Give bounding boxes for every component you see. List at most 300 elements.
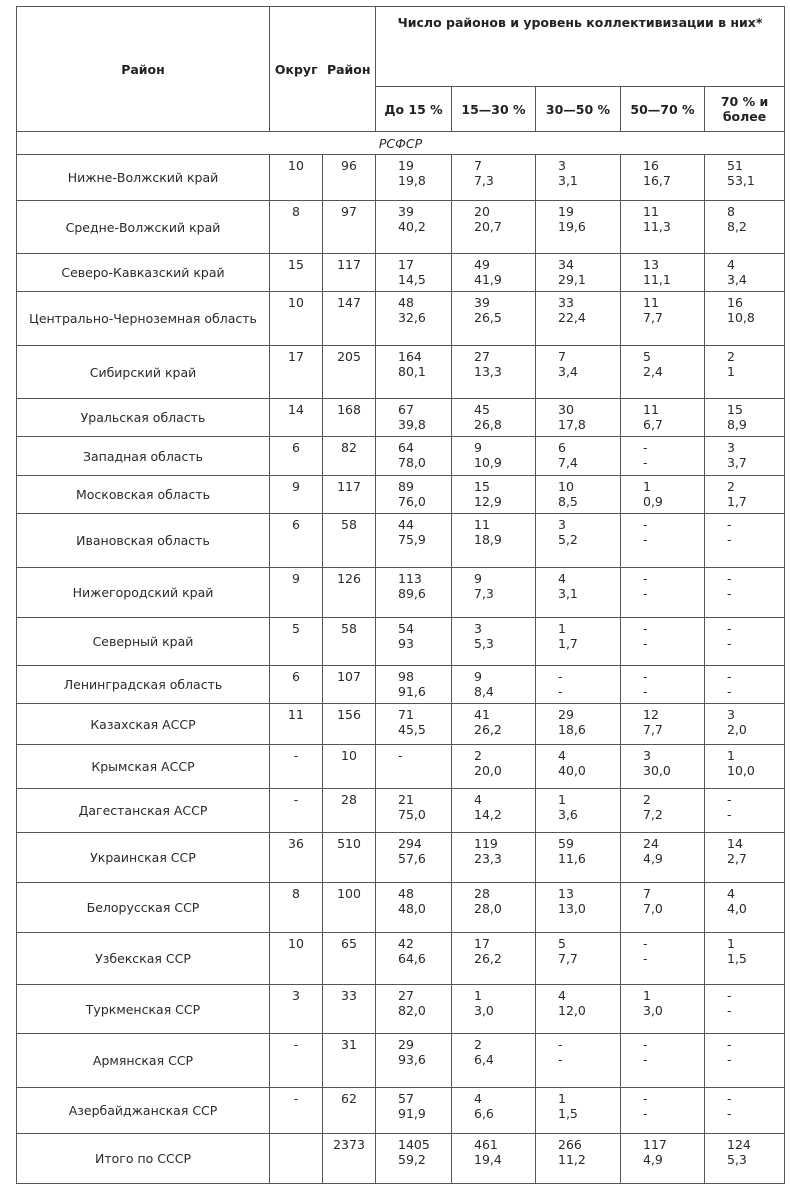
district-percent: 7,4 (558, 455, 578, 470)
region-name: Нижне-Волжский край (17, 155, 270, 201)
district-percent: 5,2 (558, 532, 578, 547)
district-percent: 7,3 (474, 586, 494, 601)
district-percent: 18,6 (558, 722, 586, 737)
district-count: - (643, 669, 648, 684)
band-cell (705, 346, 785, 399)
table-row (17, 833, 785, 883)
region-name: Дагестанская АССР (17, 789, 270, 833)
band-cell (376, 704, 452, 745)
table-row (17, 883, 785, 933)
district-count: 27 (398, 988, 414, 1003)
band-cell (376, 399, 452, 437)
band-cell (621, 201, 705, 254)
district-percent: 75,0 (398, 807, 426, 822)
district-percent: 11,6 (558, 851, 586, 866)
okrug-count (270, 1134, 323, 1184)
district-percent: 8,5 (558, 494, 578, 509)
rayon-count: 28 (323, 789, 376, 833)
region-name: Северный край (17, 618, 270, 666)
district-percent: 40,0 (558, 763, 586, 778)
rayon-count: 2373 (323, 1134, 376, 1184)
okrug-count: - (270, 1034, 323, 1088)
band-cell (376, 666, 452, 704)
band-cell (376, 883, 452, 933)
band-cell (536, 985, 621, 1034)
okrug-count: 10 (270, 933, 323, 985)
district-count: - (643, 440, 648, 455)
district-count: 1 (474, 988, 482, 1003)
district-percent: 45,5 (398, 722, 426, 737)
district-percent: 78,0 (398, 455, 426, 470)
okrug-count: 6 (270, 514, 323, 568)
rayon-count: 107 (323, 666, 376, 704)
band-cell (376, 833, 452, 883)
district-percent: - (727, 1003, 732, 1018)
district-percent: 0,9 (643, 494, 663, 509)
band-cell (452, 292, 536, 346)
district-percent: 91,6 (398, 684, 426, 699)
district-count: 1 (558, 621, 566, 636)
district-percent: 7,0 (643, 901, 663, 916)
header-band-3: 30—50 % (536, 87, 621, 132)
district-count: - (727, 792, 732, 807)
band-cell (376, 933, 452, 985)
district-count: 2 (643, 792, 651, 807)
district-count: 27 (474, 349, 490, 364)
district-percent: 93 (398, 636, 414, 651)
band-cell (452, 1088, 536, 1134)
district-count: 48 (398, 295, 414, 310)
region-name: Ленинградская область (17, 666, 270, 704)
band-cell (621, 789, 705, 833)
okrug-count: - (270, 1088, 323, 1134)
district-count: 13 (558, 886, 574, 901)
band-cell (621, 399, 705, 437)
district-percent: 6,6 (474, 1106, 494, 1121)
region-name: Казахская АССР (17, 704, 270, 745)
district-count: 57 (398, 1091, 414, 1106)
district-count: 3 (558, 158, 566, 173)
band-cell (536, 437, 621, 476)
district-count: - (643, 621, 648, 636)
district-count: 15 (474, 479, 490, 494)
district-count: 10 (558, 479, 574, 494)
district-percent: 2,0 (727, 722, 747, 737)
okrug-count: - (270, 745, 323, 789)
band-cell (705, 704, 785, 745)
okrug-count: 5 (270, 618, 323, 666)
okrug-count: 6 (270, 437, 323, 476)
district-percent: 14,5 (398, 272, 426, 287)
band-cell (376, 155, 452, 201)
district-count: 1405 (398, 1137, 430, 1152)
band-cell (536, 201, 621, 254)
table-row (17, 476, 785, 514)
district-percent: 40,2 (398, 219, 426, 234)
district-count: 12 (643, 707, 659, 722)
rayon-count: 156 (323, 704, 376, 745)
district-percent: 17,8 (558, 417, 586, 432)
district-count: 294 (398, 836, 422, 851)
district-count: 124 (727, 1137, 751, 1152)
band-cell (452, 476, 536, 514)
rayon-count: 126 (323, 568, 376, 618)
district-count: 2 (727, 349, 735, 364)
district-count: - (558, 1037, 563, 1052)
district-percent: 12,9 (474, 494, 502, 509)
band-cell (376, 568, 452, 618)
table-body (17, 132, 785, 1184)
district-percent: 53,1 (727, 173, 755, 188)
band-cell (452, 883, 536, 933)
header-region: Район (17, 7, 270, 132)
region-name: Нижегородский край (17, 568, 270, 618)
district-count: 7 (558, 349, 566, 364)
district-percent: 2,4 (643, 364, 663, 379)
header-band-5: 70 % и более (705, 87, 785, 132)
district-percent: - (643, 684, 648, 699)
district-count: 5 (643, 349, 651, 364)
band-cell (621, 933, 705, 985)
district-count: 39 (398, 204, 414, 219)
district-count: 29 (398, 1037, 414, 1052)
district-percent: 26,2 (474, 722, 502, 737)
district-count: 6 (558, 440, 566, 455)
okrug-count: - (270, 789, 323, 833)
header-band-1: До 15 % (376, 87, 452, 132)
district-percent: 10,9 (474, 455, 502, 470)
district-count: - (643, 571, 648, 586)
band-cell (705, 1088, 785, 1134)
district-percent: 76,0 (398, 494, 426, 509)
okrug-count: 15 (270, 254, 323, 292)
region-name: Ивановская область (17, 514, 270, 568)
district-percent: 48,0 (398, 901, 426, 916)
district-percent: 1,5 (558, 1106, 578, 1121)
district-count: 1 (558, 792, 566, 807)
district-percent: 28,0 (474, 901, 502, 916)
band-cell (536, 704, 621, 745)
band-cell (536, 833, 621, 883)
district-percent: 5,3 (474, 636, 494, 651)
district-percent: 11,3 (643, 219, 671, 234)
table-row (17, 568, 785, 618)
rayon-count: 117 (323, 476, 376, 514)
band-cell (705, 476, 785, 514)
okrug-count: 3 (270, 985, 323, 1034)
band-cell (621, 704, 705, 745)
district-count: 30 (558, 402, 574, 417)
district-count: - (643, 517, 648, 532)
band-cell (376, 1034, 452, 1088)
band-cell (452, 346, 536, 399)
rayon-count: 58 (323, 514, 376, 568)
header-band-2: 15—30 % (452, 87, 536, 132)
band-cell (621, 346, 705, 399)
rayon-count: 117 (323, 254, 376, 292)
district-percent: 80,1 (398, 364, 426, 379)
district-percent: 10,8 (727, 310, 755, 325)
rayon-count: 510 (323, 833, 376, 883)
district-percent: 20,7 (474, 219, 502, 234)
district-percent: 19,4 (474, 1152, 502, 1167)
district-percent: - (727, 636, 732, 651)
region-name: Крымская АССР (17, 745, 270, 789)
band-cell (621, 666, 705, 704)
region-name: Армянская ССР (17, 1034, 270, 1088)
district-count: - (643, 936, 648, 951)
district-percent: 26,5 (474, 310, 502, 325)
table-row (17, 933, 785, 985)
region-name: Западная область (17, 437, 270, 476)
district-count: 4 (474, 1091, 482, 1106)
district-count: 11 (643, 204, 659, 219)
district-count: 1 (643, 479, 651, 494)
band-cell (621, 292, 705, 346)
district-count: 2 (474, 1037, 482, 1052)
table-row (17, 437, 785, 476)
district-count: - (643, 1091, 648, 1106)
band-cell (621, 1034, 705, 1088)
band-cell (536, 1088, 621, 1134)
band-cell (621, 437, 705, 476)
table-row (17, 1134, 785, 1184)
okrug-count: 9 (270, 568, 323, 618)
band-cell (376, 618, 452, 666)
district-percent: - (727, 1052, 732, 1067)
district-count: 71 (398, 707, 414, 722)
band-cell (452, 155, 536, 201)
district-count: - (727, 669, 732, 684)
table-row (17, 399, 785, 437)
district-percent: 12,0 (558, 1003, 586, 1018)
rayon-count: 10 (323, 745, 376, 789)
band-cell (705, 789, 785, 833)
rayon-count: 58 (323, 618, 376, 666)
district-percent: - (727, 532, 732, 547)
district-percent: 93,6 (398, 1052, 426, 1067)
district-percent: 1 (727, 364, 735, 379)
district-percent: - (558, 1052, 563, 1067)
rayon-count: 147 (323, 292, 376, 346)
district-count: 119 (474, 836, 498, 851)
district-percent: 14,2 (474, 807, 502, 822)
band-cell (536, 789, 621, 833)
district-count: 64 (398, 440, 414, 455)
district-count: 164 (398, 349, 422, 364)
district-percent: - (727, 807, 732, 822)
district-percent: 7,3 (474, 173, 494, 188)
district-count: 67 (398, 402, 414, 417)
district-percent: 7,7 (643, 310, 663, 325)
band-cell (452, 933, 536, 985)
district-count: 3 (558, 517, 566, 532)
district-percent: 10,0 (727, 763, 755, 778)
district-percent: - (643, 636, 648, 651)
band-cell (621, 568, 705, 618)
district-count: 39 (474, 295, 490, 310)
district-count: 15 (727, 402, 743, 417)
district-percent: 5,3 (727, 1152, 747, 1167)
district-percent: - (727, 1106, 732, 1121)
district-count: 9 (474, 669, 482, 684)
district-percent: 3,4 (558, 364, 578, 379)
district-count: 1 (558, 1091, 566, 1106)
district-percent: 29,1 (558, 272, 586, 287)
rayon-count: 62 (323, 1088, 376, 1134)
district-count: 9 (474, 571, 482, 586)
band-cell (705, 1134, 785, 1184)
okrug-count: 17 (270, 346, 323, 399)
district-percent: 2,7 (727, 851, 747, 866)
band-cell (376, 985, 452, 1034)
district-count: 19 (398, 158, 414, 173)
rayon-count: 31 (323, 1034, 376, 1088)
okrug-count: 10 (270, 155, 323, 201)
district-percent: 3,6 (558, 807, 578, 822)
district-count: 98 (398, 669, 414, 684)
district-count: - (727, 517, 732, 532)
band-cell (376, 254, 452, 292)
district-count: 11 (643, 295, 659, 310)
region-name: Узбекская ССР (17, 933, 270, 985)
band-cell (705, 399, 785, 437)
district-count: 29 (558, 707, 574, 722)
rayon-count: 97 (323, 201, 376, 254)
district-count: 17 (474, 936, 490, 951)
band-cell (621, 985, 705, 1034)
band-cell (376, 201, 452, 254)
band-cell (376, 1088, 452, 1134)
header-group-title: Число районов и уровень коллективизации в них* (376, 7, 785, 87)
district-count: 51 (727, 158, 743, 173)
okrug-count: 11 (270, 704, 323, 745)
band-cell (536, 1134, 621, 1184)
district-count: 117 (643, 1137, 667, 1152)
district-percent: - (558, 684, 563, 699)
district-percent: 18,9 (474, 532, 502, 547)
district-count: 4 (558, 571, 566, 586)
okrug-count: 6 (270, 666, 323, 704)
table-row (17, 704, 785, 745)
okrug-count: 10 (270, 292, 323, 346)
district-count: 14 (727, 836, 743, 851)
district-count: 45 (474, 402, 490, 417)
band-cell (536, 292, 621, 346)
district-count: 266 (558, 1137, 582, 1152)
band-cell (621, 476, 705, 514)
district-percent: 4,0 (727, 901, 747, 916)
district-count: - (727, 988, 732, 1003)
band-cell (452, 568, 536, 618)
district-percent: 19,6 (558, 219, 586, 234)
district-percent: - (727, 586, 732, 601)
district-count: 20 (474, 204, 490, 219)
district-percent: 64,6 (398, 951, 426, 966)
band-cell (376, 437, 452, 476)
okrug-count: 14 (270, 399, 323, 437)
district-percent: 39,8 (398, 417, 426, 432)
district-count: 59 (558, 836, 574, 851)
band-cell (376, 745, 452, 789)
district-percent: - (643, 455, 648, 470)
band-cell (705, 883, 785, 933)
table-row (17, 254, 785, 292)
district-percent: 16,7 (643, 173, 671, 188)
band-cell (536, 254, 621, 292)
table-row (17, 514, 785, 568)
band-cell (376, 1134, 452, 1184)
district-percent: 8,4 (474, 684, 494, 699)
band-cell (536, 666, 621, 704)
district-percent: 89,6 (398, 586, 426, 601)
district-percent: - (643, 586, 648, 601)
section-label: РСФСР (17, 132, 785, 155)
district-count: 5 (558, 936, 566, 951)
district-count: 89 (398, 479, 414, 494)
district-count: 49 (474, 257, 490, 272)
header-rayon: Район (323, 7, 376, 132)
district-count: 17 (398, 257, 414, 272)
district-percent: 6,4 (474, 1052, 494, 1067)
district-percent: 26,2 (474, 951, 502, 966)
district-count: 3 (474, 621, 482, 636)
band-cell (621, 514, 705, 568)
band-cell (452, 201, 536, 254)
district-count: 2 (727, 479, 735, 494)
rayon-count: 65 (323, 933, 376, 985)
band-cell (536, 476, 621, 514)
table-row (17, 1088, 785, 1134)
district-count: 13 (643, 257, 659, 272)
okrug-count: 8 (270, 883, 323, 933)
band-cell (536, 1034, 621, 1088)
table-row (17, 292, 785, 346)
rayon-count: 82 (323, 437, 376, 476)
district-percent: - (643, 1106, 648, 1121)
district-count: 1 (727, 748, 735, 763)
band-cell (536, 155, 621, 201)
band-cell (621, 833, 705, 883)
district-count: 19 (558, 204, 574, 219)
district-count: 8 (727, 204, 735, 219)
band-cell (536, 399, 621, 437)
district-count: 4 (474, 792, 482, 807)
district-percent: 3,1 (558, 586, 578, 601)
band-cell (621, 1134, 705, 1184)
table-row (17, 789, 785, 833)
band-cell (705, 985, 785, 1034)
band-cell (536, 514, 621, 568)
district-count: 1 (727, 936, 735, 951)
region-name: Московская область (17, 476, 270, 514)
district-count: 7 (643, 886, 651, 901)
region-name: Азербайджанская ССР (17, 1088, 270, 1134)
table-row (17, 985, 785, 1034)
band-cell (376, 514, 452, 568)
district-percent: 20,0 (474, 763, 502, 778)
header-band-4: 50—70 % (621, 87, 705, 132)
region-name: Центрально-Черноземная область (17, 292, 270, 346)
collectivization-table (16, 6, 785, 1184)
band-cell (376, 789, 452, 833)
table-row (17, 618, 785, 666)
district-count: - (727, 1091, 732, 1106)
district-count: - (643, 1037, 648, 1052)
district-count: 2 (474, 748, 482, 763)
band-cell (376, 292, 452, 346)
band-cell (536, 346, 621, 399)
